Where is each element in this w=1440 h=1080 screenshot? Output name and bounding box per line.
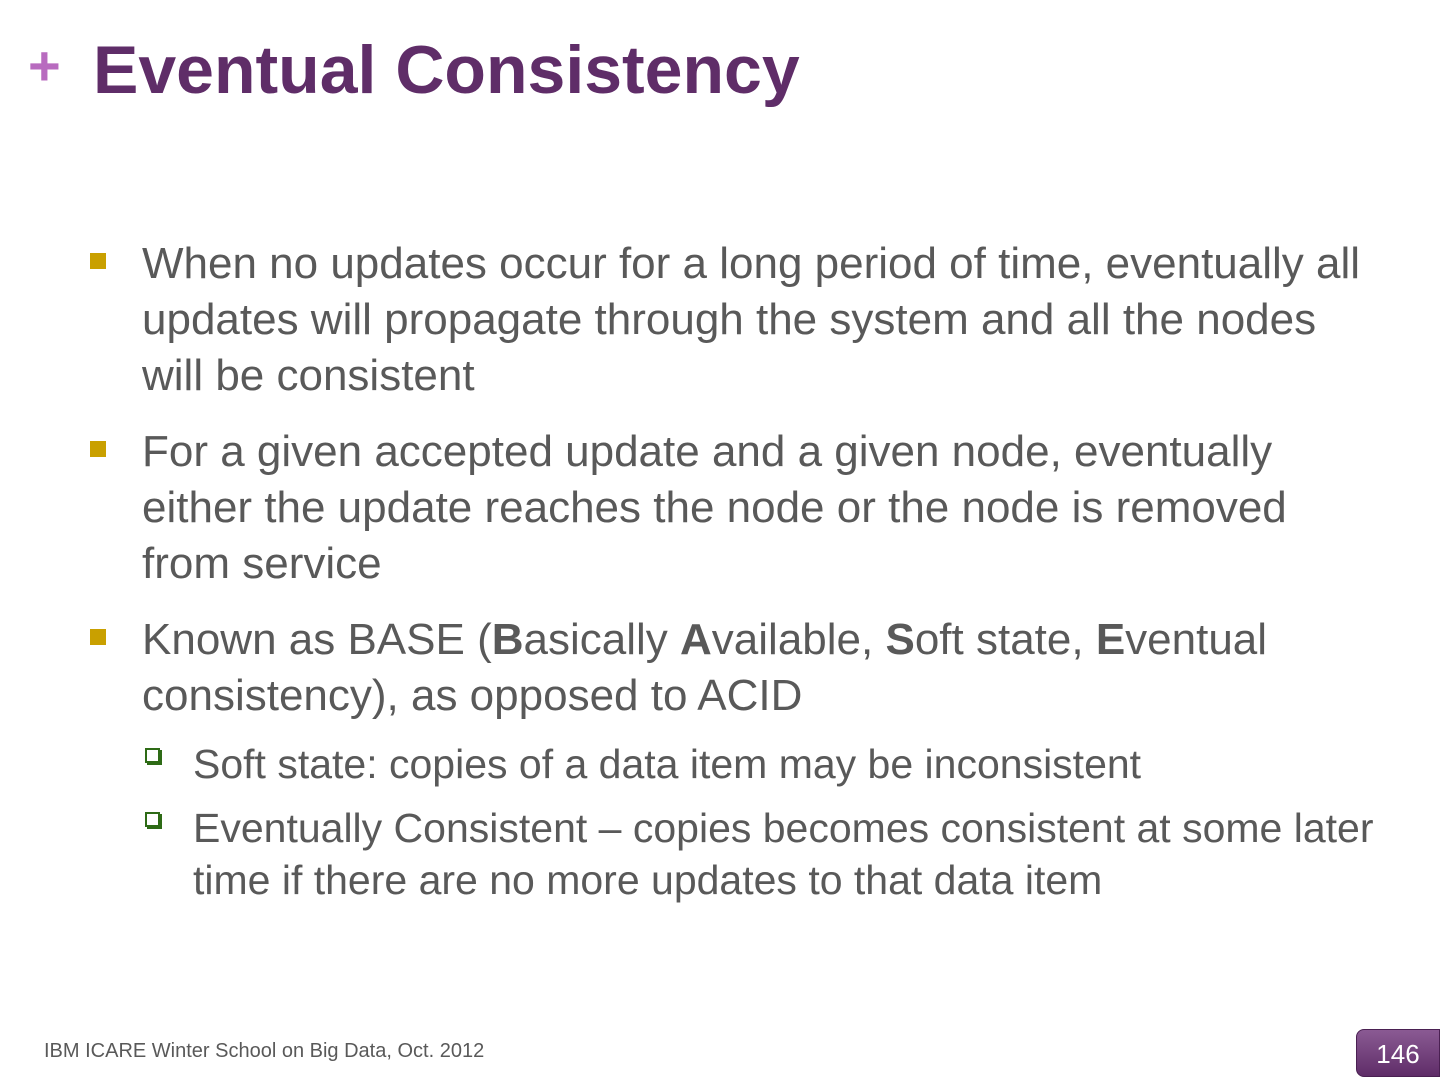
bullet-item bbox=[142, 424, 1382, 592]
base-text-2: vailable, bbox=[711, 615, 886, 664]
sub-bullet-text: Eventually Consistent – copies becomes consistent at some later time if there are no more updates to that data item bbox=[193, 805, 1374, 903]
sub-bullet-text: Soft state: copies of a data item may be inconsistent bbox=[193, 741, 1142, 787]
base-text-3: oft state, bbox=[914, 615, 1096, 664]
base-prefix: Known as BASE ( bbox=[142, 615, 492, 664]
square-bullet-icon bbox=[90, 629, 106, 645]
hollow-square-bullet-icon bbox=[145, 748, 160, 763]
bullet-text: For a given accepted update and a given node, eventually either the update reaches the node or the node is removed from service bbox=[142, 427, 1287, 588]
page-number-badge: 146 bbox=[1356, 1029, 1440, 1077]
slide-title: Eventual Consistency bbox=[93, 32, 800, 108]
base-text-4: ventual consistency), as opposed to ACID bbox=[142, 615, 1268, 720]
bullet-item-base bbox=[142, 612, 1382, 724]
square-bullet-icon bbox=[90, 253, 106, 269]
hollow-square-bullet-icon bbox=[145, 812, 160, 827]
base-letter-s: S bbox=[885, 615, 915, 664]
plus-icon: + bbox=[28, 34, 61, 97]
base-letter-e: E bbox=[1095, 615, 1126, 664]
bullet-text: When no updates occur for a long period of time, eventually all updates will propagate through the system and all the nodes will be consistent bbox=[142, 239, 1361, 400]
base-letter-a: A bbox=[680, 615, 712, 664]
bullet-item bbox=[142, 236, 1382, 404]
sub-bullet-item bbox=[193, 802, 1413, 906]
square-bullet-icon bbox=[90, 441, 106, 457]
slide-body bbox=[0, 236, 1440, 906]
base-text-1: asically bbox=[523, 615, 681, 664]
sub-bullet-item bbox=[193, 738, 1413, 790]
base-letter-b: B bbox=[491, 615, 524, 664]
footer-text: IBM ICARE Winter School on Big Data, Oct. 2012 bbox=[44, 1040, 485, 1062]
